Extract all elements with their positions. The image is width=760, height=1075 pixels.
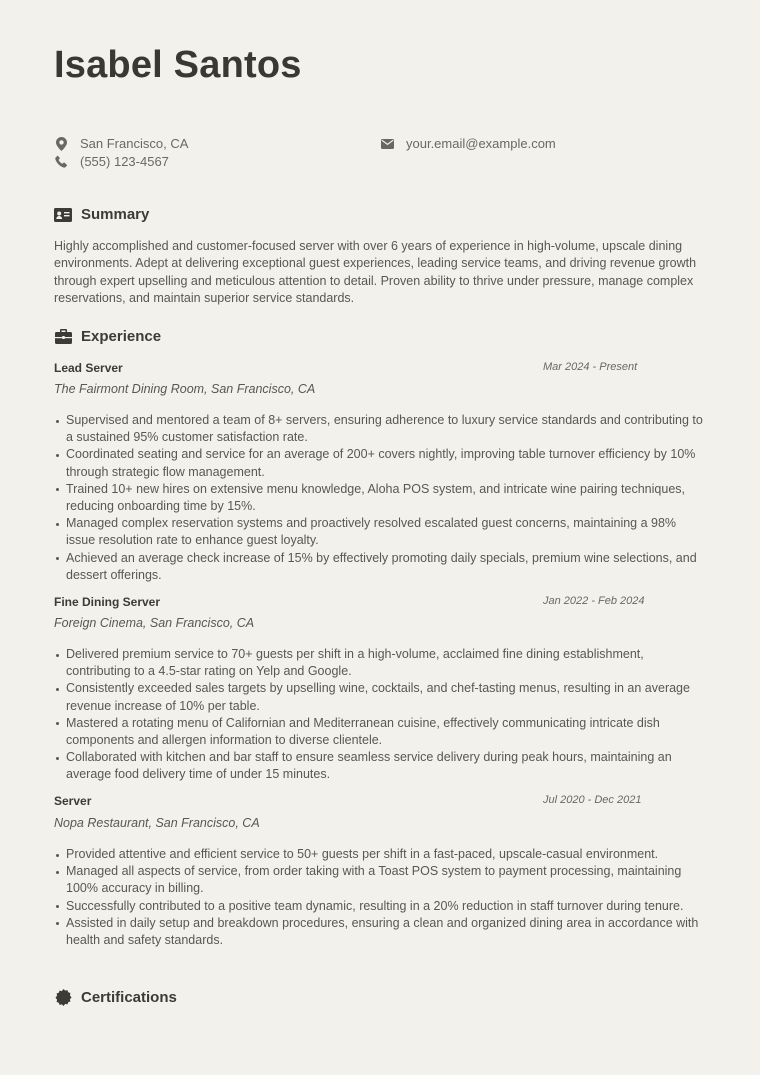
contact-location [54,136,188,151]
bullet-item: Assisted in daily setup and breakdown procedures, ensuring a clean and organized dining area in accordance with health and safety standards. [54,915,706,949]
job-date: Jan 2022 - Feb 2024 [543,595,645,607]
map-pin-icon [54,137,68,151]
job-date: Mar 2024 - Present [543,361,638,373]
job-bullets [54,646,706,784]
bullet-item: Collaborated with kitchen and bar staff to ensure seamless service delivery during peak hours, maintaining an average food delivery time of under 15 minutes. [54,749,706,783]
email-text[interactable]: your.email@example.com [406,136,556,151]
section-experience-heading [54,328,161,345]
bullet-item: Coordinated seating and service for an average of 200+ covers nightly, improving table turnover efficiency by 10% through strategic flow management. [54,446,706,480]
bullet-item: Consistently exceeded sales targets by upselling wine, cocktails, and chef-tasting menus, resulting in an average revenue increase of 10% per table. [54,680,706,714]
job-company: Nopa Restaurant, San Francisco, CA [54,816,260,830]
bullet-item: Achieved an average check increase of 15% by effectively promoting daily specials, premium wine selections, and dessert offerings. [54,550,706,584]
badge-icon [54,990,72,1006]
certifications-heading: Certifications [81,989,177,1006]
bullet-item: Managed complex reservation systems and proactively resolved escalated guest concerns, maintaining a 98% issue resolution rate to enhance guest loyalty. [54,515,706,549]
id-card-icon [54,207,72,223]
section-summary-heading [54,206,149,223]
candidate-name: Isabel Santos [54,44,302,86]
briefcase-icon [54,329,72,345]
job-bullets [54,412,706,584]
experience-heading: Experience [81,328,162,345]
job-title: Fine Dining Server [54,595,161,609]
summary-heading: Summary [81,206,150,223]
section-certifications-heading [54,989,177,1006]
contact-phone [54,154,169,169]
bullet-item: Successfully contributed to a positive team dynamic, resulting in a 20% reduction in staff turnover during tenure. [54,898,706,915]
phone-icon [54,155,68,169]
bullet-item: Delivered premium service to 70+ guests per shift in a high-volume, acclaimed fine dining establishment, contributing to a 4.5-star rating on Yelp and Google. [54,646,706,680]
bullet-item: Provided attentive and efficient service to 50+ guests per shift in a fast-paced, upscale-casual environment. [54,846,706,863]
bullet-item: Managed all aspects of service, from order taking with a Toast POS system to payment processing, maintaining 100% accuracy in billing. [54,863,706,897]
contact-email[interactable] [380,136,556,151]
job-bullets [54,846,706,949]
job-title: Lead Server [54,361,123,375]
job-company: Foreign Cinema, San Francisco, CA [54,616,255,630]
bullet-item: Trained 10+ new hires on extensive menu knowledge, Aloha POS system, and intricate wine pairing techniques, reducing onboarding time by 15%. [54,481,706,515]
envelope-icon [380,137,394,151]
job-date: Jul 2020 - Dec 2021 [543,794,642,806]
job-company: The Fairmont Dining Room, San Francisco, CA [54,382,316,396]
bullet-item: Supervised and mentored a team of 8+ servers, ensuring adherence to luxury service standards and contributing to a sustained 95% customer satisfaction rate. [54,412,706,446]
job-title: Server [54,794,92,808]
summary-text: Highly accomplished and customer-focused server with over 6 years of experience in high-volume, upscale dining environments. Adept at delivering exceptional guest experiences, leading service teams, and driving revenue growth through expert upselling and meticulous attention to detail. Proven ability to thrive under pressure, manage complex reservations, and maintain superior service standards. [54,239,697,305]
bullet-item: Mastered a rotating menu of Californian and Mediterranean cuisine, effectively communicating intricate dish components and allergen information to diverse clientele. [54,715,706,749]
phone-text: (555) 123-4567 [80,154,169,169]
location-text: San Francisco, CA [80,136,189,151]
